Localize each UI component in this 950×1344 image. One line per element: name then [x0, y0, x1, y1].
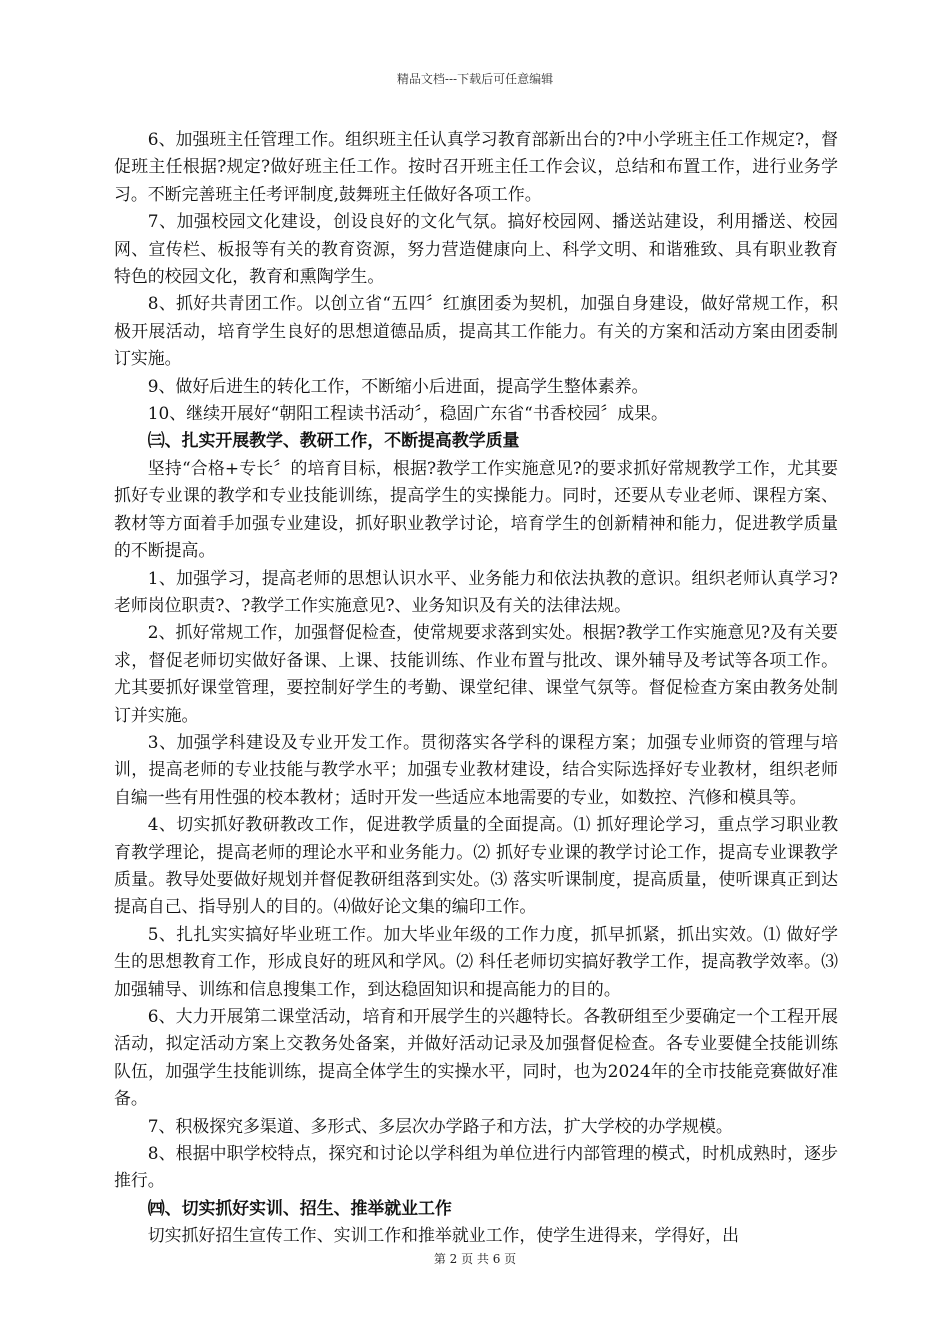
paragraph-discipline-building: 3、加强学科建设及专业开发工作。贯彻落实各学科的课程方案；加强专业师资的管理与培训，提高老师的专业技能与教学水平；加强专业教材建设，结合实际选择好专业教材，组织老师自编一些有用性强的校本教材；适时开发一些适应本地需要的专业，如数控、汽修和模具等。 — [114, 731, 838, 807]
paragraph-campus-culture: 7、加强校园文化建设，创设良好的文化气氛。搞好校园网、播送站建设，利用播送、校园网、宣传栏、板报等有关的教育资源，努力营造健康向上、科学文明、和谐雅致、具有职业教育特色的校园文化，教育和熏陶学生。 — [114, 211, 838, 287]
document-body — [114, 126, 838, 1250]
section-heading-teaching: ㈢、扎实开展教学、教研工作，不断提高教学质量 — [147, 430, 520, 451]
page-header: 精品文档---下载后可任意编辑 — [396, 72, 554, 86]
paragraph-routine-work: 2、抓好常规工作，加强督促检查，使常规要求落到实处。根据?教学工作实施意见?及有关要求，督促老师切实做好备课、上课、技能训练、作业布置与批改、课外辅导及考试等各项工作。尤其要抓好课堂管理，要控制好学生的考勤、课堂纪律、课堂气氛等。督促检查方案由教务处制订并实施。 — [114, 622, 838, 725]
paragraph-youth-league: 8、抓好共青团工作。以创立省“五四〞红旗团委为契机，加强自身建设，做好常规工作，积极开展活动，培育学生良好的思想道德品质，提高其工作能力。有关的方案和活动方案由团委制订实施。 — [114, 293, 838, 369]
paragraph-internal-management: 8、根据中职学校特点，探究和讨论以学科组为单位进行内部管理的模式，时机成熟时，逐步推行。 — [114, 1143, 838, 1191]
paragraph-teaching-intro: 坚持“合格+专长〞的培育目标，根据?教学工作实施意见?的要求抓好常规教学工作，尤其要抓好专业课的教学和专业技能训练，提高学生的实操能力。同时，还要从专业老师、课程方案、教材等方面着手加强专业建设，抓好职业教学讨论，培育学生的创新精神和能力，促进教学质量的不断提高。 — [114, 457, 838, 561]
paragraph-underachievers: 9、做好后进生的转化工作，不断缩小后进面，提高学生整体素养。 — [147, 375, 649, 396]
page-footer: 第 2 页 共 6 页 — [433, 1252, 517, 1266]
section-heading-training: ㈣、切实抓好实训、招生、推举就业工作 — [147, 1197, 452, 1218]
paragraph-school-expansion: 7、积极探究多渠道、多形式、多层次办学路子和方法，扩大学校的办学规模。 — [147, 1115, 733, 1136]
paragraph-strengthen-study: 1、加强学习，提高老师的思想认识水平、业务能力和依法执教的意识。组织老师认真学习?老师岗位职责?、?教学工作实施意见?、业务知识及有关的法律法规。 — [114, 567, 838, 615]
paragraph-teaching-research: 4、切实抓好教研教改工作，促进教学质量的全面提高。⑴ 抓好理论学习，重点学习职业教育教学理论，提高老师的理论水平和业务能力。⑵ 抓好专业课的教学讨论工作，提高专业课教学质量。教导处要做好规划并督促教研组落到实处。⑶ 落实听课制度，提高质量，使听课真正到达提高自己、指导别人的目的。⑷做好论文集的编印工作。 — [114, 814, 838, 917]
paragraph-training-intro: 切实抓好招生宣传工作、实训工作和推举就业工作，使学生进得来，学得好，出 — [147, 1225, 739, 1246]
paragraph-reading-activity: 10、继续开展好“朝阳工程读书活动〞，稳固广东省“书香校园〞成果。 — [147, 403, 668, 424]
paragraph-second-classroom: 6、大力开展第二课堂活动，培育和开展学生的兴趣特长。各教研组至少要确定一个工程开展活动，拟定活动方案上交教务处备案，并做好活动记录及加强督促检查。各专业要健全技能训练队伍，加强学生技能训练，提高全体学生的实操水平，同时，也为2024年的全市技能竞赛做好准备。 — [114, 1006, 838, 1109]
paragraph-class-teacher: 6、加强班主任管理工作。组织班主任认真学习教育部新出台的?中小学班主任工作规定?，督促班主任根据?规定?做好班主任工作。按时召开班主任工作会议，总结和布置工作，进行业务学习。不断完善班主任考评制度,鼓舞班主任做好各项工作。 — [114, 129, 838, 204]
paragraph-graduating-class: 5、扎扎实实搞好毕业班工作。加大毕业年级的工作力度，抓早抓紧，抓出实效。⑴ 做好学生的思想教育工作，形成良好的班风和学风。⑵ 科任老师切实搞好教学工作，提高教学效率。⑶加强辅导、训练和信息搜集工作，到达稳固知识和提高能力的目的。 — [114, 923, 838, 999]
